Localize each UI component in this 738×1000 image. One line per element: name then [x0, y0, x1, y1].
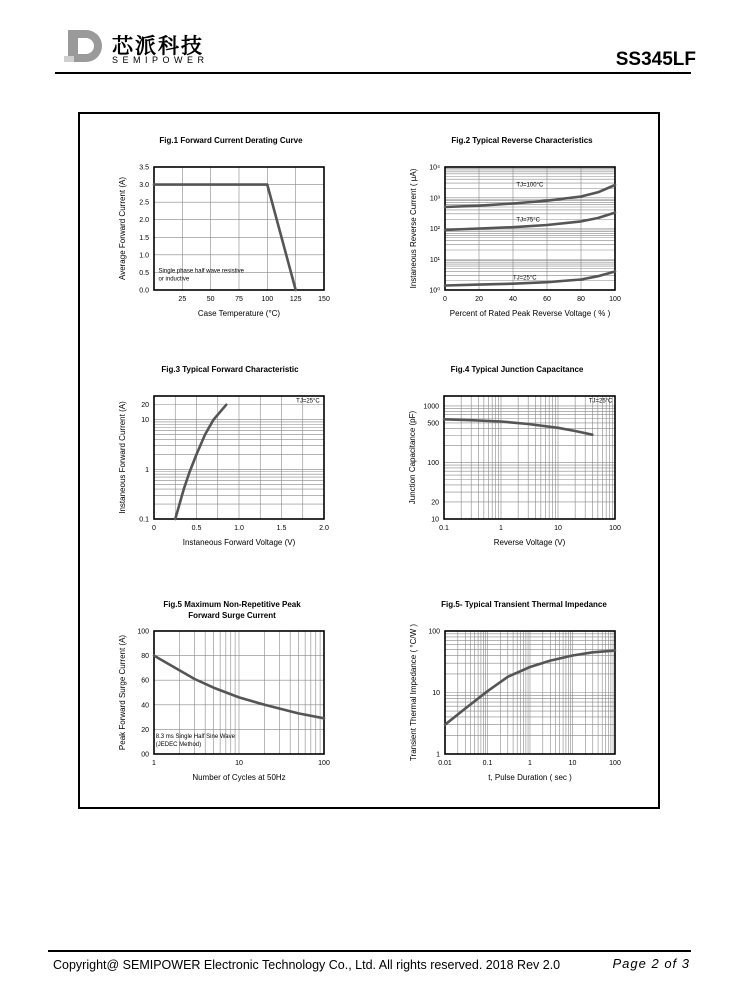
fig5-title-line2: Forward Surge Current [188, 611, 276, 620]
fig4-annotation-1: TJ=25°C [588, 398, 613, 405]
fig6-y-axis-label: Transient Thermal Impedance ( °C/W ) [409, 623, 418, 762]
fig1-annotation-1: or inductive [158, 276, 190, 283]
fig1-y-tick-label: 3.0 [139, 182, 149, 190]
fig5-annotation-1: 8.3 ms Single Half Sine Wave [155, 734, 235, 741]
fig4-y-tick-label: 500 [427, 420, 439, 428]
fig2-x-tick-label: 0 [443, 296, 447, 303]
part-number: SS345LF [615, 49, 696, 70]
fig1-annotation-1: Single phase half wave resistive [158, 268, 244, 275]
fig2-annotation-2: TJ=75°C [516, 217, 540, 224]
fig1-chart [118, 136, 330, 318]
fig4-x-tick-label: 10 [554, 525, 562, 532]
fig4-x-tick-label: 0.1 [439, 525, 449, 532]
fig6-x-tick-label: 0.01 [438, 760, 452, 767]
fig2-x-tick-label: 80 [577, 296, 585, 303]
fig3-y-tick-label: 0.1 [139, 516, 149, 524]
fig3-x-tick-label: 0 [152, 525, 156, 532]
fig1-x-tick-label: 100 [261, 296, 274, 303]
fig2-y-tick-label: 10¹ [429, 256, 440, 264]
fig1-x-axis-label: Case Temperature (°C) [197, 309, 281, 318]
fig1-y-tick-label: 2.5 [139, 199, 149, 207]
fig3-y-tick-label: 20 [141, 402, 149, 410]
fig6-x-axis-label: t, Pulse Duration ( sec ) [488, 773, 572, 782]
fig2-y-tick-label: 10² [429, 226, 440, 233]
fig2-x-tick-label: 60 [543, 296, 551, 303]
fig6-x-tick-label: 0.1 [482, 760, 493, 767]
fig5-title: Fig.5 Maximum Non-Repetitive Peak [163, 600, 301, 609]
fig2-x-tick-label: 20 [475, 296, 483, 303]
fig4-title: Fig.4 Typical Junction Capacitance [450, 365, 584, 374]
fig5-y-tick-label: 60 [141, 677, 149, 685]
fig4-x-axis-label: Reverse Voltage (V) [493, 538, 566, 547]
fig6-x-tick-label: 10 [568, 760, 577, 767]
fig4-x-tick-label: 1 [499, 525, 503, 532]
fig6-y-tick-label: 1 [436, 751, 440, 759]
copyright-text: Copyright@ SEMIPOWER Electronic Technology Co., Ltd. All rights reserved. 2018 Rev 2.0 [53, 958, 561, 972]
fig2-y-tick-label: 10³ [429, 195, 440, 203]
fig3-x-tick-label: 1.0 [234, 525, 244, 532]
fig2-annotation-3: TJ=25°C [513, 275, 537, 282]
fig1-title: Fig.1 Forward Current Derating Curve [159, 136, 303, 145]
fig6-x-tick-label: 1 [528, 760, 532, 767]
footer-divider [48, 950, 691, 952]
fig2-annotation-1: TJ=100°C [516, 182, 544, 189]
fig1-y-tick-label: 1.5 [139, 234, 149, 242]
fig3-x-tick-label: 0.5 [191, 525, 202, 532]
fig2-y-axis-label: Instaneous Reverse Current ( µA) [409, 168, 418, 289]
fig1-y-tick-label: 2.0 [139, 217, 149, 225]
fig3-chart [118, 365, 329, 547]
fig3-x-tick-label: 2.0 [319, 525, 329, 532]
fig1-x-tick-label: 25 [178, 296, 187, 303]
fig2-title: Fig.2 Typical Reverse Characteristics [451, 136, 593, 145]
fig5-y-axis-label: Peak Forward Surge Current (A) [118, 634, 127, 751]
fig5-annotation-1: (JEDEC Method) [155, 742, 202, 749]
fig3-annotation-1: TJ=25°C [296, 398, 320, 405]
fig1-x-tick-label: 75 [235, 296, 243, 303]
fig4-y-axis-label: Junction Capacitance (pF) [408, 410, 417, 505]
fig2-y-tick-label: 10⁴ [429, 164, 440, 172]
fig4-y-tick-label: 20 [431, 499, 439, 507]
fig5-y-tick-label: 00 [141, 751, 149, 759]
fig6-x-tick-label: 100 [609, 760, 621, 767]
fig4-x-tick-label: 100 [609, 525, 621, 532]
fig4-y-tick-label: 10 [431, 516, 439, 524]
brand-name-english: SEMIPOWER [112, 55, 209, 65]
fig4-y-tick-label: 1000 [423, 403, 439, 411]
fig3-title: Fig.3 Typical Forward Characteristic [161, 365, 299, 374]
fig5-x-tick-label: 10 [235, 760, 243, 767]
page-number: Page 2 of 3 [612, 956, 690, 971]
fig1-y-axis-label: Average Forward Current (A) [118, 177, 127, 280]
fig3-x-tick-label: 1.5 [276, 525, 287, 532]
fig4-chart [408, 365, 621, 547]
fig5-chart [118, 600, 330, 782]
fig2-x-tick-label: 100 [609, 296, 621, 303]
fig4-y-tick-label: 100 [427, 459, 439, 467]
fig3-y-axis-label: Instaneous Forward Current (A) [118, 401, 127, 514]
fig5-x-tick-label: 100 [318, 760, 330, 767]
fig2-x-tick-label: 40 [509, 296, 517, 303]
fig5-x-tick-label: 1 [152, 760, 156, 767]
fig2-y-tick-label: 10⁰ [429, 287, 440, 295]
fig5-y-tick-label: 80 [141, 653, 149, 661]
fig5-y-tick-label: 40 [141, 702, 149, 710]
fig3-x-axis-label: Instaneous Forward Voltage (V) [182, 538, 296, 547]
fig1-y-tick-label: 3.5 [139, 164, 149, 172]
fig3-y-tick-label: 1 [145, 466, 149, 474]
fig2-x-axis-label: Percent of Rated Peak Reverse Voltage ( % ) [449, 309, 611, 318]
fig1-y-tick-label: 0.5 [139, 269, 149, 277]
fig2-chart [409, 136, 621, 318]
fig5-y-tick-label: 20 [141, 726, 149, 734]
fig1-y-tick-label: 1.0 [139, 252, 149, 260]
fig6-y-tick-label: 100 [428, 628, 440, 636]
fig1-x-tick-label: 125 [289, 296, 302, 303]
fig1-x-tick-label: 50 [206, 296, 215, 303]
fig1-y-tick-label: 0.0 [139, 287, 149, 295]
fig1-x-tick-label: 150 [318, 296, 330, 303]
brand-name-chinese: 芯派科技 [112, 34, 204, 58]
fig5-x-axis-label: Number of Cycles at 50Hz [192, 773, 286, 782]
fig3-y-tick-label: 10 [141, 417, 149, 425]
fig6-chart [409, 600, 621, 782]
fig5-y-tick-label: 100 [137, 628, 149, 636]
fig6-y-tick-label: 10 [432, 690, 440, 697]
fig6-title: Fig.5- Typical Transient Thermal Impedance [441, 600, 607, 609]
